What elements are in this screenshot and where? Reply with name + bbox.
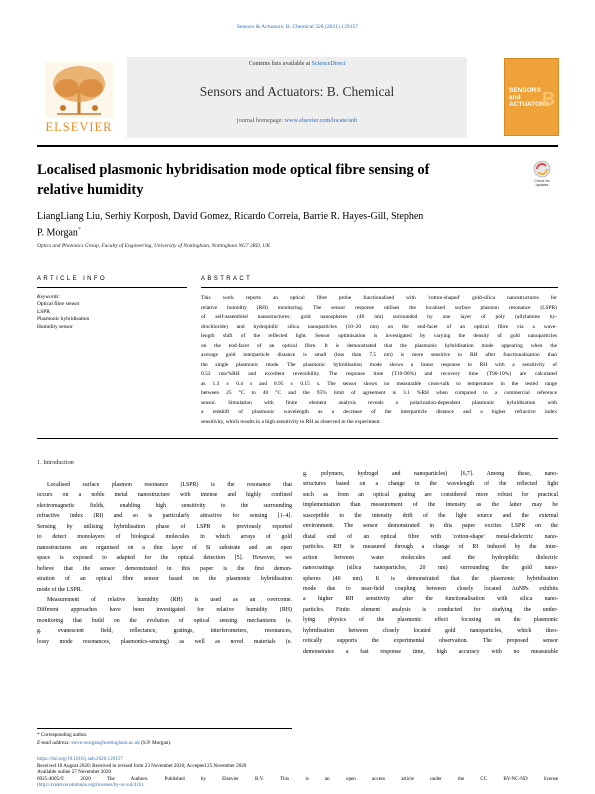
keyword-item: Optical fibre sensor — [37, 301, 80, 308]
cover-letter: B — [542, 89, 555, 109]
svg-text:Check for: Check for — [534, 179, 550, 183]
journal-homepage-line — [127, 117, 467, 124]
publication-info — [37, 756, 558, 789]
article-title: Localised plasmonic hybridisation mode optical fibre sensing of relative humidity — [37, 162, 430, 198]
authors-line-1: LiangLiang Liu, Serhiy Korposh, David Gomez, Ricardo Correia, Barrie R. Hayes-Gill, Stephen — [37, 211, 424, 222]
sciencedirect-link[interactable]: ScienceDirect — [311, 61, 346, 67]
footnote-rule — [37, 728, 292, 729]
homepage-prefix: journal homepage: — [236, 117, 285, 124]
journal-reference[interactable]: Sensors & Actuators: B. Chemical 328 (2021) 129157 — [236, 24, 359, 30]
header-rule — [37, 145, 558, 147]
svg-text:updates: updates — [535, 183, 549, 187]
journal-cover-thumbnail[interactable] — [504, 58, 559, 136]
license-link[interactable]: (http://creativecommons.org/licenses/by-nc-nd/4.0/). — [37, 782, 145, 789]
contents-line — [127, 61, 467, 67]
cover-title: SENSORS and ACTUATORS — [509, 87, 550, 108]
contents-prefix: Contents lists available at — [248, 61, 312, 67]
article-info-rule — [37, 287, 187, 288]
elsevier-tree-icon — [37, 60, 122, 136]
intro-left-column: Localised surface plasmon resonance (LSPR) is the resonance that occurs on a noble metal nanostructure with intense and highly confined electromagnetic fields, enabling high sensitivity to the surrounding refractive index (RI) and so is particularly attractive for sensing [1–4]. Sensing by utilising hybridisation phase of LSPR is previously reported to detect monolayers of biological molecules in which arrays of gold nanostructures are organised on a thin layer of Si substrate and an open space is exposed to adapted for the optical detection [5]. However, we believe that the sensor demonstrated in this paper is the first demon- stration of an optical fibre sensor based on the plasmonic hybridisation mode of the LSPR. Measurement of relative humidity (RH) is used as an overcome. Different approaches have been investigated for relative humidity (RH) monitoring that build on the evolution of optical sensing mechanisms (e. g. evanescent field, reflectance, gratings, interferometers, resonances, lossy mode resonances, plasmonics-sensing) as well as novel materials (e. — [37, 482, 292, 645]
license-line: 0925-4005/© 2020 The Authors. Published by Elsevier B.V. This is an open access article under the CC BY-NC-ND license — [37, 775, 558, 782]
abstract-rule — [201, 287, 558, 288]
received-dates: Received 18 August 2020; Received in revised form 23 November 2020; Accepted 25 November 2020 — [37, 762, 247, 769]
abstract-bottom-rule — [37, 438, 558, 439]
abstract-heading: ABSTRACT — [201, 276, 253, 282]
abstract-text: This work reports an optical fibre probe functionalised with 'cotton-shaped' gold-silica nanostructures for relative humidity (RH) monitoring. The sensor response utilises the localised surface plasmon resonance (LSPR) of self-assembled nanostructures: gold nanospheres (40 nm) surrounded by one layer of poly (allylamine hy- drochloride) and hydrophilic silica nanoparticles (10–20 nm) on the end-facet of an optical fibre via a wave- length shift of the reflected light. Sensor optimisation is investigated by varying the density of gold nanoparticles on the end-facet of an optical fibre. It is demonstrated that the plasmonic hybridisation mode appearing when the average gold interparticle distance is small (less than 7.5 nm) is more sensitive to RH after functionalisation than the single plasmonic mode. The plasmonic hybridisation mode shows a linear response to RH with a sensitivity of 0.53 nm/%RH and excellent reversibility. The response time (T10-90%) and recovery time (T90-10%) are calculated as 1.3 ± 0.4 s and 0.95 ± 0.15 s. The sensor shows no measurable cross-talk to temperature in the tested range between 25 °C to 40 °C and the 95% limit of agreement is 3.1 %RH when compared to a commercial reference sensor. Simulation with finite element analysis reveals a polarization-dependent plasmonic hybridisation with a redshift of plasmonic wavelength as a decrease of the interparticle distance and a higher refractive index sensitivity, which results in a high sensitivity to RH as observed in the experiment. — [201, 295, 557, 425]
elsevier-wordmark: ELSEVIER — [45, 120, 113, 134]
journal-title: Sensors and Actuators: B. Chemical — [199, 84, 395, 99]
keyword-item: LSPR — [37, 308, 50, 315]
introduction-heading: 1. Introduction — [37, 459, 74, 466]
doi-link[interactable]: https://doi.org/10.1016/j.snb.2020.129157 — [37, 756, 123, 762]
check-updates-icon — [527, 158, 557, 188]
authors-line-2: P. Morgan — [37, 226, 78, 238]
author-list — [37, 210, 507, 239]
keyword-item: Humidity sensor — [37, 323, 73, 330]
corresponding-author-note: * Corresponding author. — [37, 732, 88, 738]
keyword-item: Plasmonic hybridisation — [37, 316, 90, 323]
corresponding-author-mark[interactable]: * — [77, 226, 81, 233]
email-label: E-mail address: — [37, 739, 72, 746]
intro-right-column: g. polymers, hydrogel and nanoparticles) [6,7]. Among these, nano- structures based on a change in the wavelength of the reflected light such as from an optical grating are considered more robust for practical implementation than measurement of the intensity as the latter may be susceptible to the intensity drift of the light source and the external environment. The sensor demonstrated in this paper excites LSPR on the distal end of an optical fibre with 'cotton-shape' metal-dielectric nano- particles. RH is measured through a change of RI induced by the inter- action between water molecules and the hydrophilic dielectric nanocoatings (silica nanoparticles, 20 nm) surrounding the gold nano- spheres (40 nm). It is demonstrated that the plasmonic hybridisation mode due to near-field coupling between closely located AuNPs exhibits a higher RH sensitivity after the functionalisation with silica nano- particles. Finite element analysis is conducted for studying the under- lying physics of the plasmonic effect focusing on the plasmonic hybridisation between closely located gold nanoparticles, which theo- retically supports the experimental observation. The proposed sensor demonstrates a fast response time, high accuracy with no measurable — [303, 471, 558, 655]
footnote: * Corresponding author. E-mail address: steve.morgan@nottingham.ac.uk (S.P. Morgan). — [37, 732, 337, 747]
journal-homepage-link[interactable]: www.elsevier.com/locate/snb — [284, 117, 358, 124]
author-affiliation: Optics and Photonics Group, Faculty of Engineering, University of Nottingham, Nottingham NG7 2RD, UK — [37, 243, 270, 249]
elsevier-logo[interactable] — [37, 60, 122, 136]
keywords-title: Keywords: — [37, 294, 61, 300]
article-info-heading: ARTICLE INFO — [37, 276, 108, 282]
author-email-link[interactable]: steve.morgan@nottingham.ac.uk — [71, 739, 140, 746]
available-online: Available online 27 November 2020 — [37, 769, 112, 776]
keywords-block — [37, 294, 177, 331]
check-for-updates-badge[interactable] — [527, 158, 557, 188]
